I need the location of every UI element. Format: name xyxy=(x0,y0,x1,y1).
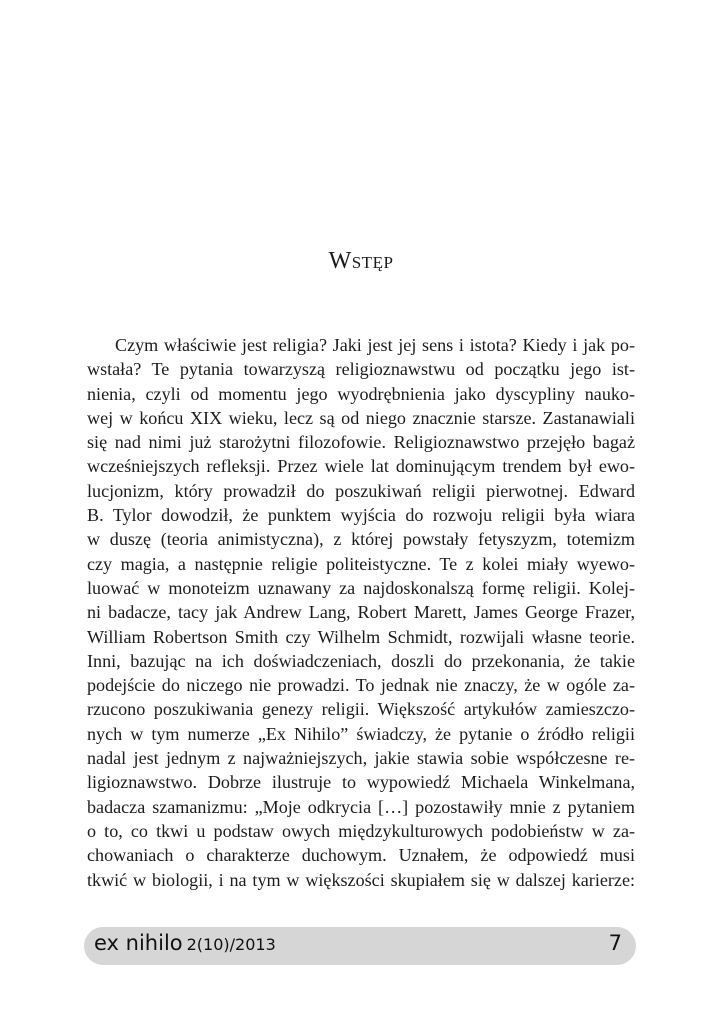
paragraph-line: ligioznawstwo. Dobrze ilustruje to wypowiedź Michaela Winkelmana, xyxy=(87,772,635,793)
paragraph-line: rzucono poszukiwania genezy religii. Większość artykułów zamieszczo- xyxy=(87,699,635,720)
paragraph-line: nienia, czyli od momentu jego wyodrębnienia jako dyscypliny nauko- xyxy=(87,383,635,404)
paragraph-line: wej w końcu XIX wieku, lecz są od niego znacznie starsze. Zastanawiali xyxy=(87,407,635,428)
paragraph-line: wcześniejszych refleksji. Przez wiele lat dominującym trendem był ewo- xyxy=(87,456,635,477)
paragraph-line: czy magia, a następnie religie politeistyczne. Te z kolei miały wyewo- xyxy=(87,553,635,574)
paragraph-line: w duszę (teoria animistyczna), z której powstały fetyszyzm, totemizm xyxy=(87,529,635,550)
chapter-heading: Wstęp xyxy=(328,248,394,274)
paragraph-line: lucjonizm, który prowadził do poszukiwań religii pierwotnej. Edward xyxy=(87,480,635,501)
paragraph-line: nadal jest jednym z najważniejszych, jakie stawia sobie współczesne re- xyxy=(87,748,635,769)
body-paragraph xyxy=(87,333,635,892)
journal-title xyxy=(94,931,276,955)
paragraph-line: badacza szamanizmu: „Moje odkrycia […] pozostawiły mnie z pytaniem xyxy=(87,796,635,817)
paragraph-line: luować w monoteizm uznawany za najdoskonalszą formę religii. Kolej- xyxy=(87,577,635,598)
page-footer xyxy=(84,927,636,965)
paragraph-line: William Robertson Smith czy Wilhelm Schmidt, rozwijali własne teorie. xyxy=(87,626,635,647)
paragraph-line: Czym właściwie jest religia? Jaki jest jej sens i istota? Kiedy i jak po- xyxy=(115,335,635,355)
paragraph-line: nych w tym numerze „Ex Nihilo” świadczy, że pytanie o źródło religii xyxy=(87,723,635,744)
paragraph-line: Inni, bazując na ich doświadczeniach, doszli do przekonania, że takie xyxy=(87,650,635,671)
paragraph-line: tkwić w biologii, i na tym w większości skupiałem się w dalszej karierze: xyxy=(87,869,635,890)
page-number: 7 xyxy=(608,931,622,955)
paragraph-line: ni badacze, tacy jak Andrew Lang, Robert Marett, James George Frazer, xyxy=(87,602,635,623)
paragraph-line: się nad nimi już starożytni filozofowie. Religioznawstwo przejęło bagaż xyxy=(87,432,635,453)
paragraph-line: chowaniach o charakterze duchowym. Uznałem, że odpowiedź musi xyxy=(87,845,635,866)
paragraph-line: wstała? Te pytania towarzyszą religioznawstwu od początku jego ist- xyxy=(87,359,635,380)
paragraph-line: podejście do niczego nie prowadzi. To jednak nie znaczy, że w ogóle za- xyxy=(87,675,635,696)
issue-number: 2(10)/2013 xyxy=(186,935,276,954)
journal-name: ex nihilo xyxy=(94,931,183,955)
paragraph-line: o to, co tkwi u podstaw owych międzykulturowych podobieństw w za- xyxy=(87,820,635,841)
paragraph-line: B. Tylor dowodził, że punktem wyjścia do rozwoju religii była wiara xyxy=(87,505,635,526)
